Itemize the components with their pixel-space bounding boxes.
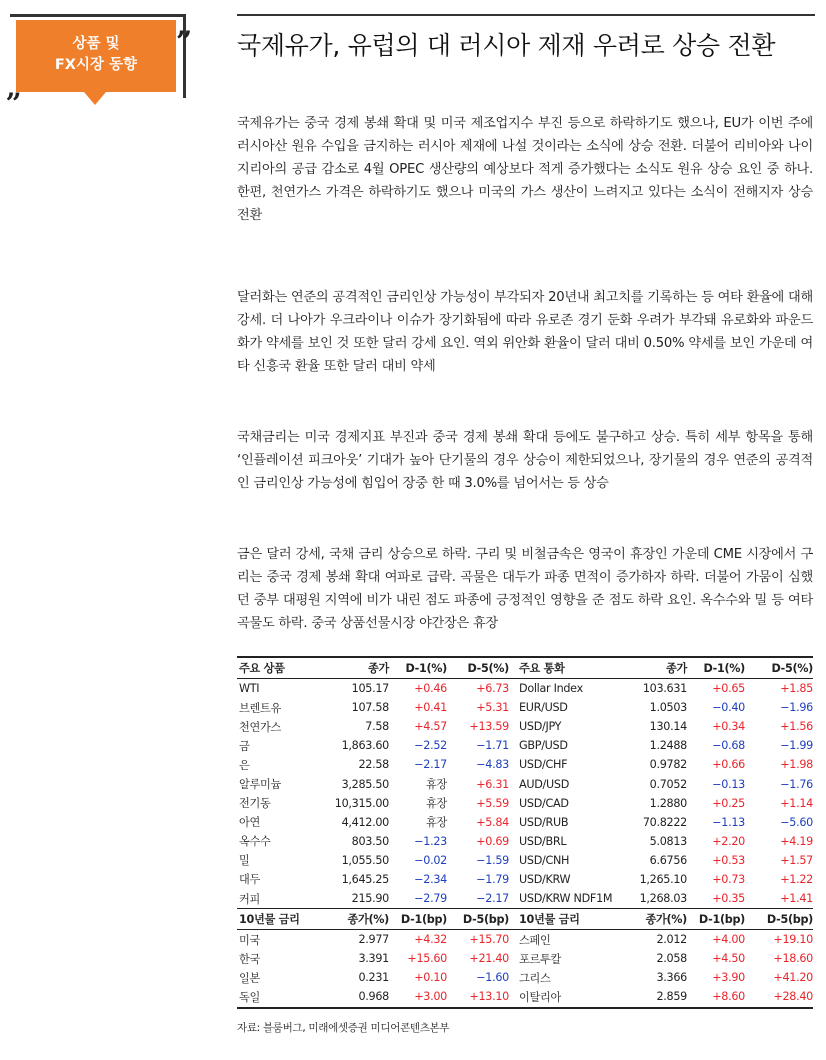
table-value-cell: +8.60 [687,987,745,1007]
table-header-cell: D-5(bp) [447,909,509,930]
table-row [237,930,813,950]
table-value-cell: 7.58 [365,720,389,734]
table-value-cell: +15.60 [407,952,447,966]
table-label-cell: USD/KRW NDF1M [519,892,613,906]
table-value-cell: +3.00 [389,987,447,1007]
table-row [237,717,813,736]
table-value-cell: 215.90 [351,892,389,906]
table-value-cell: 1,268.03 [639,892,687,906]
table-label-cell: EUR/USD [519,701,568,715]
table-value-cell: +41.20 [773,971,813,985]
table-label-cell: 알루미늄 [239,778,282,792]
table-value-cell: +1.41 [780,892,813,906]
table-label-cell: 독일 [237,987,323,1007]
table-value-cell: 휴장 [425,816,447,830]
table-header-cell: D-5(bp) [745,909,813,930]
table-row [237,968,813,987]
paragraph-bonds: 국채금리는 미국 경제지표 부진과 중국 경제 봉쇄 확대 등에도 불구하고 상승. 특히 세부 항목을 통해 ‘인플레이션 피크아웃’ 기대가 높아 단기물의 경우 상승이 제한되었으나, 장기물의 경우 연준의 공격적인 금리인상 가능성에 힘입어 장중 한 때 3.0%를 넘어서는 등 상승 [237,430,813,491]
table-value-cell: +18.60 [773,952,813,966]
table-value-cell: 1,863.60 [341,739,389,753]
table-header-cell: D-5(%) [447,657,509,679]
table-value-cell: +1.14 [780,796,813,810]
table-header-cell: D-1(bp) [389,909,447,930]
table-value-cell: −0.68 [712,739,745,753]
table-value-cell: +0.10 [414,971,447,985]
table-value-cell: +15.70 [469,933,509,947]
badge-line1: 상품 및 [72,36,120,52]
table-label-cell: USD/BRL [519,834,567,848]
table-value-cell: −1.23 [414,834,447,848]
table-value-cell: 2.859 [625,987,687,1007]
table-label-cell: 금 [239,739,250,753]
table-value-cell: 70.8222 [642,815,687,829]
table-header-cell: 주요 통화 [509,657,625,679]
table-value-cell: 1,055.50 [341,853,389,867]
badge-text [16,34,176,76]
table-value-cell: 6.6756 [649,853,687,867]
table-value-cell: +0.65 [712,682,745,696]
table-value-cell: +0.35 [712,892,745,906]
table-value-cell: 1.0503 [649,701,687,715]
table-row [237,736,813,755]
table-header-cell: 10년물 금리 [509,909,625,930]
table-header-cell: D-1(%) [389,657,447,679]
table-value-cell: +0.73 [712,872,745,886]
table-value-cell: 2.058 [656,952,687,966]
table-value-cell: −2.79 [414,892,447,906]
table-value-cell: +4.57 [414,720,447,734]
table-value-cell: +0.66 [712,758,745,772]
table-label-cell: Dollar Index [519,682,583,696]
table-value-cell: −1.59 [476,853,509,867]
table-value-cell: +0.34 [712,720,745,734]
table-value-cell: −5.60 [780,815,813,829]
table-header-cell: 종가(%) [323,909,389,930]
paragraph-commodities: 금은 달러 강세, 국채 금리 상승으로 하락. 구리 및 비철금속은 영국이 휴장인 가운데 CME 시장에서 구리는 중국 경제 봉쇄 확대 여파로 급락. 곡물은 대두가 파종 면적이 증가하자 하락. 더불어 가뭄이 심했던 중부 대평원 지역에 비가 내린 점도 파종에 긍정적인 영향을 준 점도 하락 요인. 옥수수와 밀 등 여타 곡물도 하락. 중국 상품선물시장 야간장은 휴장 [237,547,813,631]
table-value-cell: +0.69 [476,834,509,848]
table-value-cell: −2.17 [476,892,509,906]
table-value-cell: 22.58 [358,758,389,772]
table-value-cell: +28.40 [745,987,813,1007]
table-row [237,889,813,909]
table-value-cell: −4.83 [476,758,509,772]
table-label-cell: 커피 [239,892,261,906]
badge-box [16,20,176,92]
table-label-cell: 옥수수 [239,835,271,849]
table-value-cell: +4.00 [712,933,745,947]
table-value-cell: +6.31 [476,777,509,791]
table-value-cell: +0.53 [712,853,745,867]
table-row [237,987,813,1007]
table-header-cell: 10년물 금리 [237,909,323,930]
table-label-cell: 스페인 [519,933,551,947]
market-table [237,656,813,1009]
table-value-cell: −1.60 [476,971,509,985]
table-value-cell: +6.73 [476,682,509,696]
table-value-cell: +1.56 [780,720,813,734]
table-value-cell: +1.98 [780,758,813,772]
table-value-cell: 휴장 [425,778,447,792]
table-header-cell: 주요 상품 [237,657,323,679]
table-label-cell: USD/KRW [519,872,571,886]
table-value-cell: 107.58 [351,701,389,715]
table-row [237,794,813,813]
table-header-cell: D-1(bp) [687,909,745,930]
table-value-cell: −1.99 [780,739,813,753]
table-label-cell: 포르투칼 [519,952,562,966]
paragraph-fx: 달러화는 연준의 공격적인 금리인상 가능성이 부각되자 20년내 최고치를 기록하는 등 여타 환율에 대해 강세. 더 나아가 우크라이나 이슈가 장기화됨에 따라 유로존 경기 둔화 우려가 부각돼 유로화와 파운드화가 약세를 보인 것 또한 달러 강세 요인. 역외 위안화 환율이 달러 대비 0.50% 약세를 보인 가운데 여타 신흥국 환율 또한 달러 대비 약세 [237,290,813,374]
table-value-cell: −1.96 [780,701,813,715]
table-label-cell: 은 [239,758,250,772]
table-value-cell: +4.50 [712,952,745,966]
title-rule [237,14,815,16]
table-label-cell: 아연 [239,816,261,830]
table-value-cell: −1.13 [712,815,745,829]
table-value-cell: +5.59 [476,796,509,810]
table-header-cell: 종가 [625,657,687,679]
badge-line2: FX시장 동향 [54,57,138,73]
table-label-cell: 밀 [239,854,250,868]
table-header-cell: 종가 [323,657,389,679]
table-label-cell: AUD/USD [519,777,570,791]
table-label-cell: WTI [239,682,260,696]
table-value-cell: +21.40 [469,952,509,966]
table-row [237,832,813,851]
table-value-cell: +1.57 [780,853,813,867]
table-label-cell: USD/CHF [519,758,568,772]
table-header-row [237,657,813,679]
table-label-cell: GBP/USD [519,739,568,753]
section-badge [4,14,194,114]
page-title: 국제유가, 유럽의 대 러시아 제재 우려로 상승 전환 [237,31,776,60]
table-value-cell: +0.25 [712,796,745,810]
source-note: 자료: 블룸버그, 미래에셋증권 미디어콘텐츠본부 [237,1022,450,1034]
table-row [237,698,813,717]
table-value-cell: 803.50 [351,834,389,848]
quote-close-mark: ” [176,25,193,58]
table-value-cell: 0.968 [323,987,389,1007]
table-label-cell: USD/CNH [519,853,570,867]
table-value-cell: −2.17 [414,758,447,772]
table-label-cell: 한국 [239,952,261,966]
table-value-cell: +19.10 [773,933,813,947]
table-value-cell: 103.631 [642,682,687,696]
table-row [237,870,813,889]
table-value-cell: 1.2488 [649,739,687,753]
table-value-cell: +13.59 [469,720,509,734]
table-value-cell: 5.0813 [649,834,687,848]
table-label-cell: 전기동 [239,797,271,811]
table-value-cell: 3.366 [656,971,687,985]
table-value-cell: 3,285.50 [341,777,389,791]
table-value-cell: −1.76 [780,777,813,791]
table-value-cell: +4.19 [780,834,813,848]
table-value-cell: −1.79 [476,872,509,886]
table-value-cell: −2.34 [414,872,447,886]
table-value-cell: +5.84 [476,815,509,829]
table-value-cell: +1.22 [780,872,813,886]
table-header-cell: D-5(%) [745,657,813,679]
table-value-cell: +4.32 [414,933,447,947]
table-label-cell: USD/RUB [519,815,569,829]
table-value-cell: 0.231 [358,971,389,985]
table-label-cell: 대두 [239,873,261,887]
table-label-cell: USD/CAD [519,796,569,810]
paragraph-oil: 국제유가는 중국 경제 봉쇄 확대 및 미국 제조업지수 부진 등으로 하락하기도 했으나, EU가 이번 주에 러시아산 원유 수입을 금지하는 러시아 제재에 나설 것이라는 소식에 상승 전환. 더불어 리비아와 나이지리아의 공급 감소로 4월 OPEC 생산량의 예상보다 적게 증가했다는 소식도 원유 상승 요인 중 하나. 한편, 천연가스 가격은 하락하기도 했으나 미국의 가스 생산이 느려지고 있다는 소식이 전해지자 상승 전환 [237,116,813,223]
table-value-cell: 4,412.00 [341,815,389,829]
table-value-cell: −1.71 [476,739,509,753]
table-value-cell: +13.10 [447,987,509,1007]
table-row [237,949,813,968]
table-value-cell: 105.17 [351,682,389,696]
table-row [237,774,813,793]
table-value-cell: 0.9782 [649,758,687,772]
table-label-cell: USD/JPY [519,720,562,734]
table-header-cell: D-1(%) [687,657,745,679]
table-header-cell: 종가(%) [625,909,687,930]
quote-open-mark: „ [6,71,23,104]
table-row [237,813,813,832]
table-row [237,851,813,870]
table-value-cell: 2.012 [656,933,687,947]
table-value-cell: 3.391 [358,952,389,966]
table-value-cell: 휴장 [425,797,447,811]
table-value-cell: 0.7052 [649,777,687,791]
table-label-cell: 브렌트유 [239,701,282,715]
table-label-cell: 천연가스 [239,720,282,734]
table-label-cell: 그리스 [519,971,551,985]
table-header-row [237,909,813,930]
table-value-cell: +2.20 [712,834,745,848]
table-value-cell: +5.31 [476,701,509,715]
table-value-cell: 1,265.10 [639,872,687,886]
table-value-cell: +3.90 [712,971,745,985]
badge-pointer [84,92,106,105]
table-value-cell: 130.14 [649,720,687,734]
table-label-cell: 이탈리아 [509,987,625,1007]
table-value-cell: 1.2880 [649,796,687,810]
table-value-cell: +0.41 [414,701,447,715]
table-value-cell: −0.40 [712,701,745,715]
table-value-cell: 1,645.25 [341,872,389,886]
table-value-cell: +0.46 [414,682,447,696]
table-value-cell: −0.02 [414,853,447,867]
table-label-cell: 미국 [239,933,261,947]
table-value-cell: 2.977 [358,933,389,947]
table-value-cell: −2.52 [414,739,447,753]
table-value-cell: +1.85 [780,682,813,696]
table-label-cell: 일본 [239,971,261,985]
table-row [237,679,813,699]
table-row [237,755,813,774]
table-value-cell: −0.13 [712,777,745,791]
table-value-cell: 10,315.00 [334,796,389,810]
